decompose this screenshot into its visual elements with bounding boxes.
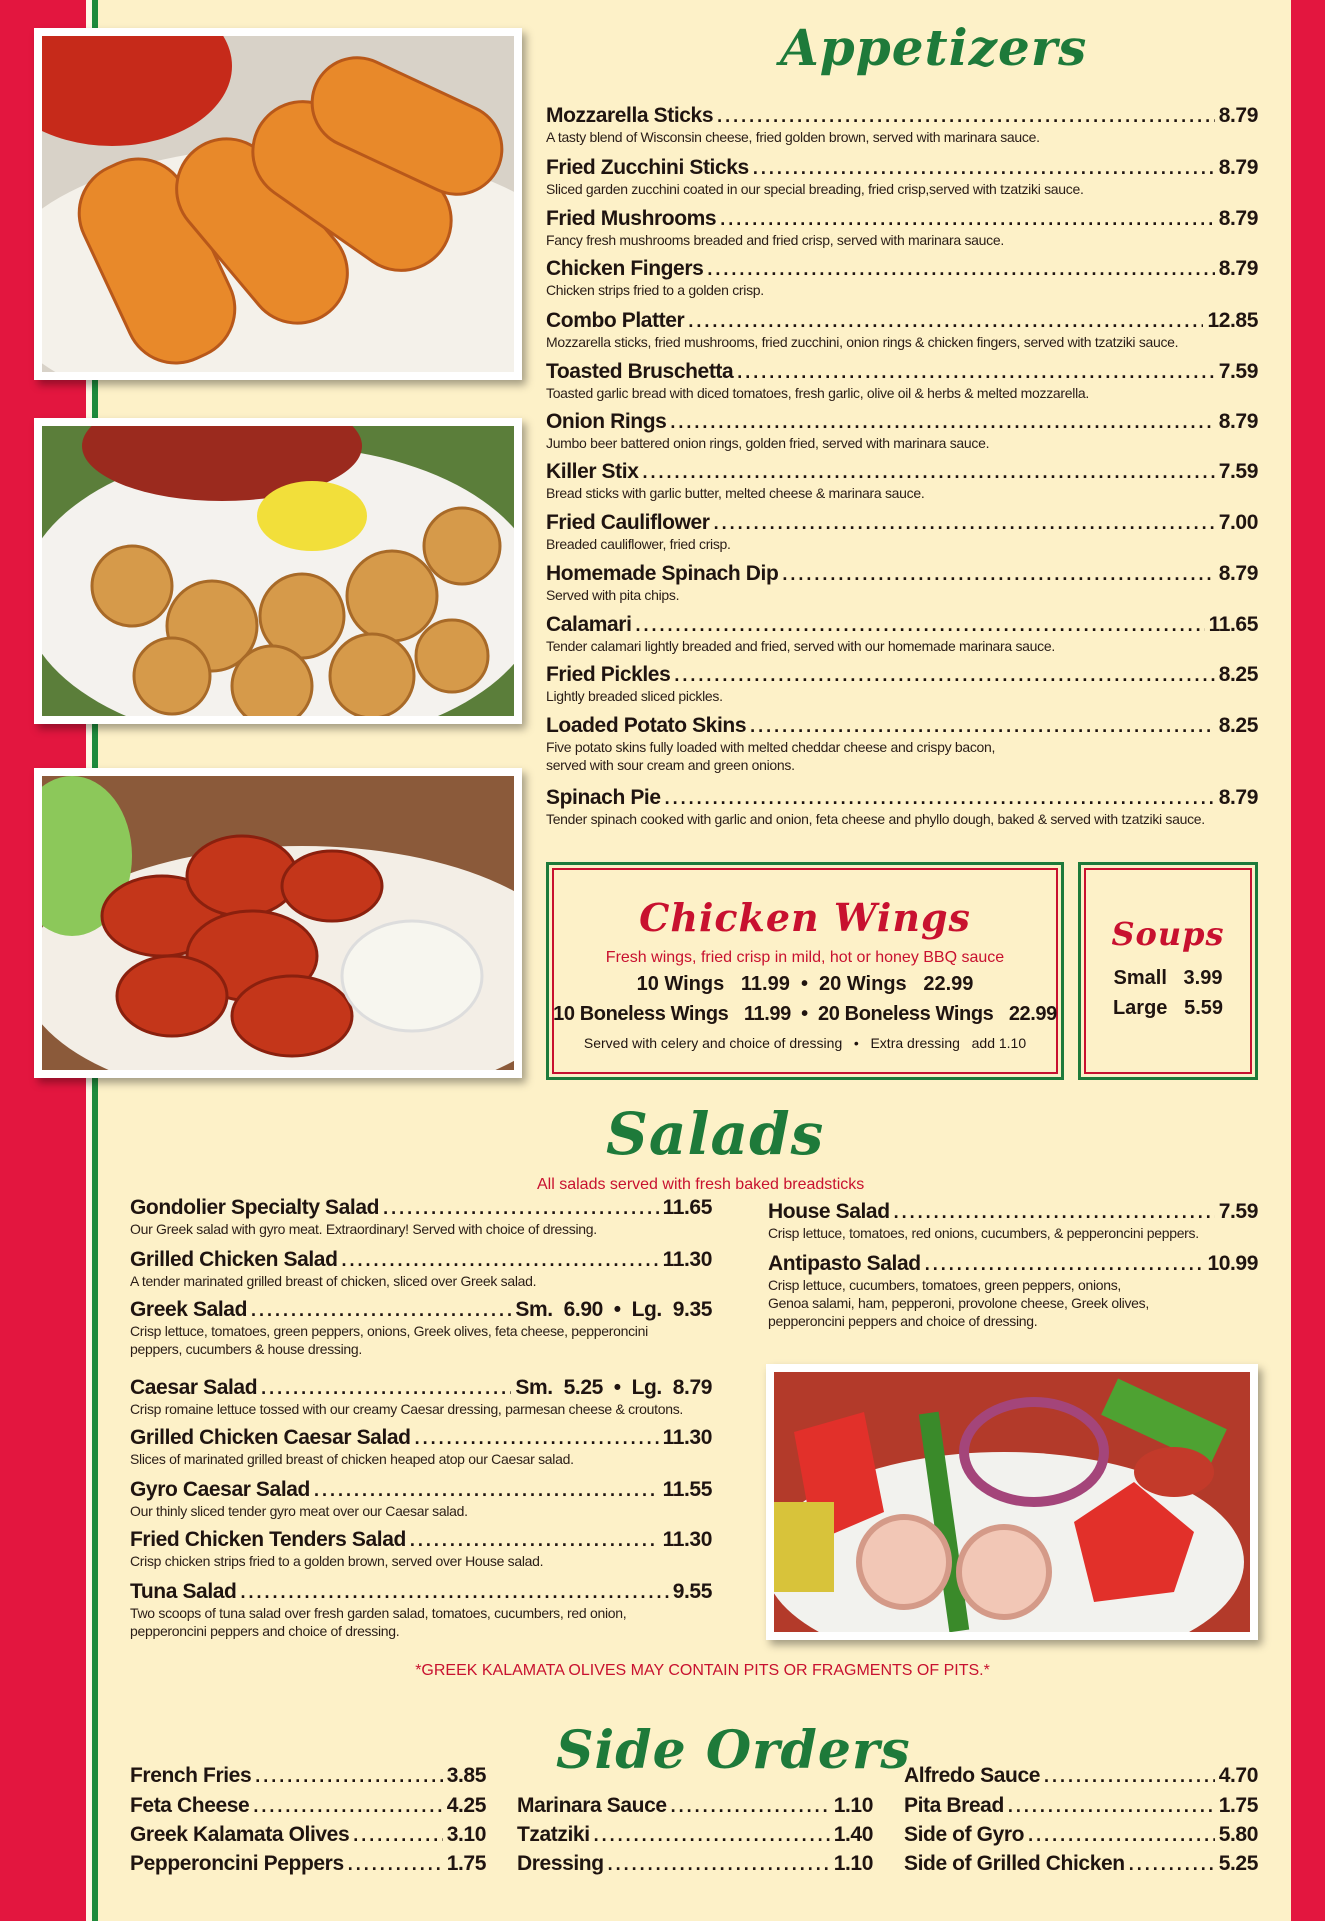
menu-item [768,1252,1258,1330]
item-description: Lightly breaded sliced pickles. [546,688,723,704]
leader-dots [894,1202,1215,1223]
item-description: Two scoops of tuna salad over fresh garden salad, tomatoes, cucumbers, red onion, [130,1605,627,1621]
item-name: Combo Platter [546,309,685,332]
chicken-wings-line-1: 10 Wings 11.99 • 20 Wings 22.99 [636,973,974,995]
item-price: 8.25 [1218,714,1258,737]
leader-dots [415,1428,659,1449]
menu-item [546,714,1258,774]
soup-large: Large 5.59 [1112,997,1224,1019]
leader-dots [261,1378,511,1399]
menu-item [130,1196,712,1238]
leader-dots [1044,1766,1215,1787]
item-description: Crisp romaine lettuce tossed with our creamy Caesar dressing, parmesan cheese & croutons. [130,1401,684,1417]
item-price: 5.25 [1218,1852,1258,1875]
mozzarella-sticks-photo [34,28,522,380]
item-price: 7.59 [1218,1200,1258,1223]
item-name: Mozzarella Sticks [546,104,714,127]
right-red-border [1291,0,1325,1921]
olive-warning: *GREEK KALAMATA OLIVES MAY CONTAIN PITS OR FRAGMENTS OF PITS.* [415,1662,990,1679]
soups-box [1078,862,1258,1080]
side-orders-title: Side Orders [556,1720,911,1781]
item-name: Feta Cheese [130,1794,250,1817]
item-name: Grilled Chicken Caesar Salad [130,1426,411,1449]
item-name: Marinara Sauce [517,1794,667,1817]
soup-small: Small 3.99 [1113,967,1223,989]
item-description: pepperoncini peppers and choice of dressing. [768,1313,1038,1329]
item-price: 11.30 [662,1426,712,1449]
item-description: Toasted garlic bread with diced tomatoes, fresh garlic, olive oil & herbs & melted mozzarella. [546,385,1089,401]
menu-item [904,1823,1258,1847]
item-price: 11.30 [662,1528,712,1551]
item-name: Antipasto Salad [768,1252,921,1275]
item-price: 1.10 [833,1794,873,1817]
item-name: Spinach Pie [546,786,661,809]
leader-dots [707,259,1214,280]
menu-item [546,613,1258,655]
item-price: Sm. 6.90 • Lg. 9.35 [515,1298,712,1321]
menu-item [768,1200,1258,1242]
item-description: Crisp lettuce, cucumbers, tomatoes, green peppers, onions, [768,1277,1122,1293]
leader-dots [608,1854,830,1875]
menu-item [546,562,1258,604]
menu-item [130,1528,712,1570]
item-description: Fancy fresh mushrooms breaded and fried crisp, served with marinara sauce. [546,232,1004,248]
item-price: 8.79 [1218,257,1258,280]
item-name: Greek Kalamata Olives [130,1823,350,1846]
menu-item [517,1852,873,1876]
item-description: Served with pita chips. [546,587,680,603]
leader-dots [737,362,1214,383]
item-description: peppers, cucumbers & house dressing. [130,1341,362,1357]
item-name: Dressing [517,1852,604,1875]
item-name: House Salad [768,1200,890,1223]
item-name: Fried Chicken Tenders Salad [130,1528,406,1551]
item-price: 3.85 [446,1764,486,1787]
item-price: 1.75 [1218,1794,1258,1817]
item-name: Tzatziki [517,1823,590,1846]
item-price: 8.79 [1218,786,1258,809]
item-description: Crisp lettuce, tomatoes, red onions, cucumbers, & pepperoncini peppers. [768,1225,1199,1241]
leader-dots [1008,1796,1215,1817]
item-description: Genoa salami, ham, pepperoni, provolone cheese, Greek olives, [768,1295,1149,1311]
item-description: pepperoncini peppers and choice of dressing. [130,1623,400,1639]
item-price: 8.25 [1218,663,1258,686]
item-price: 8.79 [1218,207,1258,230]
item-description: Sliced garden zucchini coated in our special breading, fried crisp,served with tzatziki sauce. [546,181,1084,197]
leader-dots [636,615,1205,636]
item-price: 8.79 [1218,156,1258,179]
item-price: 9.55 [672,1580,712,1603]
item-description: A tender marinated grilled breast of chicken, sliced over Greek salad. [130,1273,537,1289]
item-description: served with sour cream and green onions. [546,757,795,773]
item-name: Grilled Chicken Salad [130,1248,338,1271]
menu-item [130,1426,712,1468]
item-name: French Fries [130,1764,252,1787]
leader-dots [1028,1825,1215,1846]
item-price: 7.59 [1218,460,1258,483]
item-description: Bread sticks with garlic butter, melted cheese & marinara sauce. [546,485,925,501]
antipasto-salad-photo [766,1364,1258,1640]
chicken-wings-photo [34,768,522,1078]
item-description: Jumbo beer battered onion rings, golden fried, served with marinara sauce. [546,435,990,451]
item-name: Toasted Bruschetta [546,360,734,383]
menu-item [546,257,1258,299]
item-price: 1.40 [833,1823,873,1846]
menu-item [904,1764,1258,1788]
leader-dots [410,1530,659,1551]
item-name: Gyro Caesar Salad [130,1478,310,1501]
leader-dots [674,665,1214,686]
leader-dots [753,158,1215,179]
chicken-wings-note: Served with celery and choice of dressing • Extra dressing add 1.10 [583,1035,1027,1051]
item-name: Loaded Potato Skins [546,714,747,737]
item-price: 7.00 [1218,511,1258,534]
leader-dots [750,716,1215,737]
menu-item [546,156,1258,198]
chicken-wings-title: Chicken Wings [639,895,971,940]
leader-dots [782,564,1214,585]
menu-item [517,1794,873,1818]
leader-dots [348,1854,443,1875]
leader-dots [1129,1854,1215,1875]
leader-dots [665,788,1215,809]
soups-title: Soups [1111,915,1225,953]
item-price: 11.65 [1208,613,1258,636]
item-description: Our Greek salad with gyro meat. Extraordinary! Served with choice of dressing. [130,1221,597,1237]
item-description: Breaded cauliflower, fried crisp. [546,536,731,552]
item-description: Slices of marinated grilled breast of chicken heaped atop our Caesar salad. [130,1451,574,1467]
menu-item [546,410,1258,452]
menu-item [546,786,1258,828]
leader-dots [671,1796,830,1817]
menu-item [130,1764,486,1788]
salads-subtitle: All salads served with fresh baked breadsticks [537,1176,865,1193]
item-price: 4.70 [1218,1764,1258,1787]
item-price: 10.99 [1207,1252,1258,1275]
leader-dots [314,1480,659,1501]
item-price: 3.10 [446,1823,486,1846]
item-name: Fried Mushrooms [546,207,717,230]
menu-item [546,663,1258,705]
leader-dots [253,1796,442,1817]
item-description: Chicken strips fried to a golden crisp. [546,282,764,298]
item-price: 4.25 [446,1794,486,1817]
item-name: Chicken Fingers [546,257,704,280]
item-price: 7.59 [1218,360,1258,383]
menu-item [517,1823,873,1847]
chicken-wings-subtitle: Fresh wings, fried crisp in mild, hot or honey BBQ sauce [605,949,1005,966]
item-name: Pita Bread [904,1794,1004,1817]
menu-item [546,360,1258,402]
leader-dots [342,1250,659,1271]
chicken-wings-line-2: 10 Boneless Wings 11.99 • 20 Boneless Wings 22.99 [553,1003,1057,1025]
menu-item [546,207,1258,249]
item-description: Five potato skins fully loaded with melted cheddar cheese and crispy bacon, [546,739,996,755]
menu-item [546,460,1258,502]
item-name: Fried Zucchini Sticks [546,156,749,179]
leader-dots [594,1825,830,1846]
menu-item [130,1248,712,1290]
item-price: 5.80 [1218,1823,1258,1846]
menu-item [546,104,1258,146]
item-price: 8.79 [1218,410,1258,433]
leader-dots [255,1766,442,1787]
leader-dots [670,412,1214,433]
item-name: Greek Salad [130,1298,248,1321]
menu-item [130,1298,712,1358]
leader-dots [717,106,1215,127]
calamari-photo [34,418,522,724]
menu-item [130,1376,712,1418]
item-price: 11.30 [662,1248,712,1271]
salads-title: Salads [606,1100,825,1168]
leader-dots [642,462,1214,483]
item-price: 8.79 [1218,104,1258,127]
item-name: Side of Grilled Chicken [904,1852,1125,1875]
item-price: 11.65 [662,1196,712,1219]
item-price: 1.10 [833,1852,873,1875]
item-price: 12.85 [1207,309,1258,332]
item-name: Fried Cauliflower [546,511,710,534]
item-name: Side of Gyro [904,1823,1025,1846]
item-name: Tuna Salad [130,1580,237,1603]
item-name: Alfredo Sauce [904,1764,1041,1787]
item-description: A tasty blend of Wisconsin cheese, fried golden brown, served with marinara sauce. [546,129,1040,145]
item-description: Tender spinach cooked with garlic and onion, feta cheese and phyllo dough, baked & served with tzatziki sauce. [546,811,1205,827]
menu-item [130,1794,486,1818]
item-description: Crisp lettuce, tomatoes, green peppers, onions, Greek olives, feta cheese, pepperoncini [130,1323,648,1339]
leader-dots [714,513,1215,534]
menu-item [130,1478,712,1520]
appetizers-title: Appetizers [780,18,1088,77]
item-name: Gondolier Specialty Salad [130,1196,380,1219]
leader-dots [720,209,1215,230]
item-name: Caesar Salad [130,1376,258,1399]
chicken-wings-box [546,862,1064,1080]
item-description: Mozzarella sticks, fried mushrooms, fried zucchini, onion rings & chicken fingers, served with tzatziki sauce. [546,334,1179,350]
leader-dots [925,1254,1204,1275]
leader-dots [688,311,1203,332]
menu-item [130,1580,712,1640]
item-price: Sm. 5.25 • Lg. 8.79 [515,1376,712,1399]
item-price: 8.79 [1218,562,1258,585]
menu-item [130,1823,486,1847]
menu-item [904,1794,1258,1818]
item-name: Onion Rings [546,410,667,433]
leader-dots [240,1582,668,1603]
item-description: Tender calamari lightly breaded and fried, served with our homemade marinara sauce. [546,638,1055,654]
leader-dots [383,1198,659,1219]
item-description: Crisp chicken strips fried to a golden brown, served over House salad. [130,1553,544,1569]
item-price: 1.75 [446,1852,486,1875]
menu-item [546,511,1258,553]
menu-item [904,1852,1258,1876]
menu-item [130,1852,486,1876]
item-description: Our thinly sliced tender gyro meat over our Caesar salad. [130,1503,468,1519]
item-name: Killer Stix [546,460,639,483]
item-name: Homemade Spinach Dip [546,562,779,585]
item-price: 11.55 [662,1478,712,1501]
item-name: Fried Pickles [546,663,671,686]
leader-dots [251,1300,511,1321]
item-name: Calamari [546,613,632,636]
menu-item [546,309,1258,351]
item-name: Pepperoncini Peppers [130,1852,344,1875]
leader-dots [353,1825,442,1846]
